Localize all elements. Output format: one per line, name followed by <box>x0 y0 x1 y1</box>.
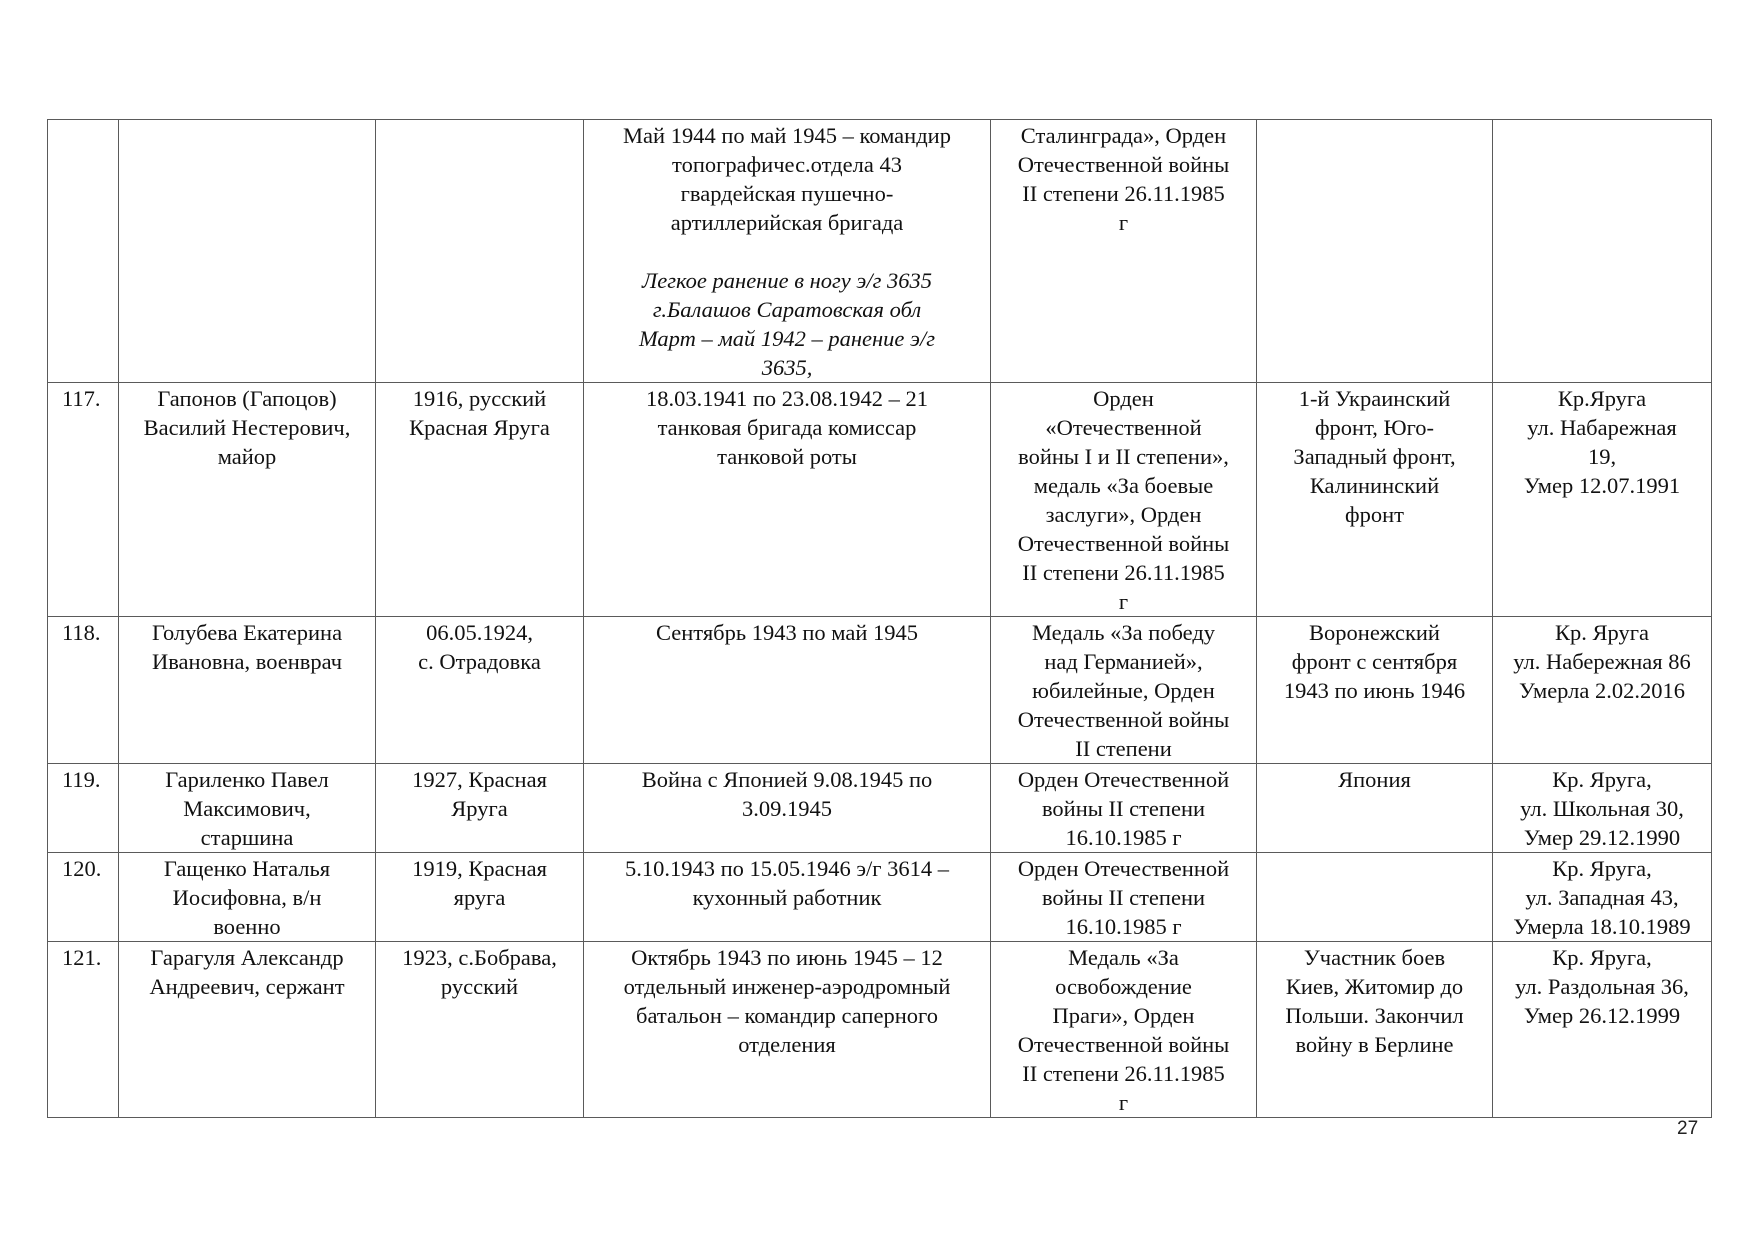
front-line: Западный фронт, <box>1293 444 1456 469</box>
name-line: Гапонов (Гапоцов) <box>157 386 337 411</box>
address-line: Умерла 18.10.1989 <box>1513 914 1691 939</box>
front-cell <box>1257 617 1493 764</box>
birth-line: 1927, Красная <box>412 767 547 792</box>
service-line: батальон – командир саперного <box>636 1003 938 1028</box>
awards-line: медаль «За боевые <box>1033 473 1214 498</box>
row-number-cell <box>48 617 119 764</box>
front-line: 1943 по июнь 1946 <box>1283 678 1466 703</box>
address-cell <box>1493 942 1712 1118</box>
address-line: Кр.Яруга <box>1557 386 1647 411</box>
front-line: Япония <box>1338 767 1411 792</box>
service-line: топографичес.отдела 43 <box>672 152 902 177</box>
name-line: Гащенко Наталья <box>163 856 331 881</box>
awards-line: г <box>1118 589 1129 614</box>
awards-cell <box>991 942 1257 1118</box>
address-line: ул. Школьная 30, <box>1520 796 1684 821</box>
awards-line: II степени 26.11.1985 <box>1022 181 1225 206</box>
page-number: 27 <box>1677 1118 1699 1139</box>
service-line: артиллерийская бригада <box>670 210 904 235</box>
name-line: майор <box>217 444 277 469</box>
service-line: танковая бригада комиссар <box>657 415 917 440</box>
awards-line: освобождение <box>1055 974 1192 999</box>
awards-line: Отечественной войны <box>1017 531 1230 556</box>
awards-line: заслуги», Орден <box>1045 502 1202 527</box>
awards-line: войны II степени <box>1041 885 1206 910</box>
table-row <box>48 764 1712 853</box>
address-cell <box>1493 853 1712 942</box>
awards-cell <box>991 120 1257 383</box>
service-line: Сентябрь 1943 по май 1945 <box>655 620 919 645</box>
awards-line: Орден <box>1093 386 1154 411</box>
birth-cell <box>376 383 584 617</box>
address-cell <box>1493 383 1712 617</box>
birth-line: русский <box>440 974 519 999</box>
address-line: Умер 26.12.1999 <box>1523 1003 1681 1028</box>
front-line: Воронежский <box>1309 620 1440 645</box>
front-line: Киев, Житомир до <box>1285 974 1464 999</box>
birth-cell <box>376 764 584 853</box>
wound-note-line: г.Балашов Саратовская обл <box>652 297 922 322</box>
table-row <box>48 942 1712 1118</box>
name-line: Василий Нестерович, <box>143 415 351 440</box>
front-cell <box>1257 942 1493 1118</box>
awards-line: Праги», Орден <box>1052 1003 1195 1028</box>
table-row <box>48 120 1712 383</box>
service-line: 3.09.1945 <box>742 796 832 821</box>
address-line: Умер 29.12.1990 <box>1523 825 1681 850</box>
awards-cell <box>991 617 1257 764</box>
address-line: ул. Набережная 86 <box>1513 649 1691 674</box>
address-line: Кр. Яруга, <box>1552 856 1652 881</box>
name-line: Андреевич, сержант <box>149 974 345 999</box>
service-line: танковой роты <box>717 444 857 469</box>
service-line: 18.03.1941 по 23.08.1942 – 21 <box>645 386 929 411</box>
name-line: старшина <box>200 825 294 850</box>
awards-line: г <box>1118 1090 1129 1115</box>
address-cell <box>1493 120 1712 383</box>
birth-line: яруга <box>453 885 506 910</box>
table-body <box>48 120 1712 1118</box>
name-line: Иосифовна, в/н <box>172 885 322 910</box>
birth-cell <box>376 617 584 764</box>
address-line: Кр. Яруга <box>1555 620 1649 645</box>
awards-line: Отечественной войны <box>1017 152 1230 177</box>
birth-cell <box>376 942 584 1118</box>
row-number-cell <box>48 942 119 1118</box>
wound-note-line: Легкое ранение в ногу э/г 3635 <box>642 268 932 293</box>
name-cell <box>119 764 376 853</box>
row-number-line: 117. <box>62 386 101 411</box>
awards-line: II степени 26.11.1985 <box>1022 1061 1225 1086</box>
front-cell <box>1257 853 1493 942</box>
wound-note-line: 3635, <box>761 355 813 380</box>
awards-line: II степени 26.11.1985 <box>1022 560 1225 585</box>
table-row <box>48 617 1712 764</box>
front-line: 1-й Украинский <box>1298 386 1451 411</box>
row-number-cell <box>48 383 119 617</box>
awards-line: Отечественной войны <box>1017 1032 1230 1057</box>
address-line: ул. Набарежная <box>1527 415 1677 440</box>
row-number-line: 118. <box>62 620 101 645</box>
service-cell <box>584 617 991 764</box>
name-line: Ивановна, военврач <box>151 649 343 674</box>
row-number-line: 120. <box>62 856 102 881</box>
address-line: Кр. Яруга, <box>1552 767 1652 792</box>
awards-line: 16.10.1985 г <box>1065 914 1182 939</box>
birth-line: с. Отрадовка <box>418 649 541 674</box>
front-line: фронт с сентября <box>1291 649 1458 674</box>
awards-cell <box>991 853 1257 942</box>
awards-line: Сталинграда», Орден <box>1020 123 1227 148</box>
name-line: Голубева Екатерина <box>151 620 343 645</box>
front-line: Участник боев <box>1303 945 1446 970</box>
service-line: отделения <box>738 1032 836 1057</box>
awards-line: Медаль «За <box>1068 945 1179 970</box>
service-line: отдельный инженер-аэродромный <box>623 974 951 999</box>
awards-line: Медаль «За победу <box>1031 620 1216 645</box>
address-line: Кр. Яруга, <box>1552 945 1652 970</box>
awards-line: войны II степени <box>1041 796 1206 821</box>
table-row <box>48 853 1712 942</box>
front-cell <box>1257 764 1493 853</box>
veterans-table <box>47 119 1712 1118</box>
birth-line: 06.05.1924, <box>426 620 533 645</box>
service-line: Май 1944 по май 1945 – командир <box>623 123 951 148</box>
address-line: ул. Раздольная 36, <box>1515 974 1689 999</box>
service-line: Война с Японией 9.08.1945 по <box>641 767 933 792</box>
birth-line: 1916, русский <box>412 386 547 411</box>
address-line: ул. Западная 43, <box>1525 885 1679 910</box>
front-line: фронт, Юго- <box>1314 415 1435 440</box>
row-number-cell <box>48 853 119 942</box>
birth-cell <box>376 853 584 942</box>
name-line: Гарагуля Александр <box>150 945 344 970</box>
birth-cell <box>376 120 584 383</box>
row-number-line: 121. <box>62 945 102 970</box>
awards-cell <box>991 764 1257 853</box>
address-line: Умерла 2.02.2016 <box>1519 678 1685 703</box>
address-cell <box>1493 617 1712 764</box>
address-line: Умер 12.07.1991 <box>1523 473 1681 498</box>
front-cell <box>1257 120 1493 383</box>
awards-line: «Отечественной <box>1045 415 1202 440</box>
birth-line: Яруга <box>451 796 508 821</box>
row-number-line: 119. <box>62 767 101 792</box>
name-line: Максимович, <box>183 796 311 821</box>
awards-line: Орден Отечественной <box>1017 767 1230 792</box>
table-row <box>48 383 1712 617</box>
front-line: Калининский <box>1309 473 1440 498</box>
name-cell <box>119 942 376 1118</box>
service-cell <box>584 853 991 942</box>
name-line: военно <box>213 914 281 939</box>
service-cell <box>584 942 991 1118</box>
birth-line: 1919, Красная <box>412 856 547 881</box>
wound-note-line: Март – май 1942 – ранение э/г <box>639 326 935 351</box>
address-cell <box>1493 764 1712 853</box>
service-cell <box>584 120 991 383</box>
name-line: Гариленко Павел <box>165 767 329 792</box>
service-line: кухонный работник <box>692 885 882 910</box>
awards-line: над Германией», <box>1044 649 1203 674</box>
row-number-cell <box>48 764 119 853</box>
awards-line: II степени <box>1075 736 1172 761</box>
awards-cell <box>991 383 1257 617</box>
awards-line: юбилейные, Орден <box>1032 678 1215 703</box>
service-line: Октябрь 1943 по июнь 1945 – 12 <box>631 945 943 970</box>
awards-line: Отечественной войны <box>1017 707 1230 732</box>
service-line: гвардейская пушечно- <box>680 181 894 206</box>
awards-line: 16.10.1985 г <box>1065 825 1182 850</box>
front-cell <box>1257 383 1493 617</box>
awards-line: Орден Отечественной <box>1017 856 1230 881</box>
name-cell <box>119 853 376 942</box>
name-cell <box>119 383 376 617</box>
name-cell <box>119 120 376 383</box>
front-line: фронт <box>1345 502 1404 527</box>
service-line: 5.10.1943 по 15.05.1946 э/г 3614 – <box>624 856 950 881</box>
service-cell <box>584 383 991 617</box>
front-line: войну в Берлине <box>1295 1032 1454 1057</box>
birth-line: 1923, с.Бобрава, <box>402 945 557 970</box>
address-line: 19, <box>1587 444 1617 469</box>
row-number-cell <box>48 120 119 383</box>
front-line: Польши. Закончил <box>1285 1003 1464 1028</box>
awards-line: войны I и II степени», <box>1018 444 1229 469</box>
name-cell <box>119 617 376 764</box>
awards-line: г <box>1118 210 1129 235</box>
birth-line: Красная Яруга <box>409 415 550 440</box>
service-cell <box>584 764 991 853</box>
